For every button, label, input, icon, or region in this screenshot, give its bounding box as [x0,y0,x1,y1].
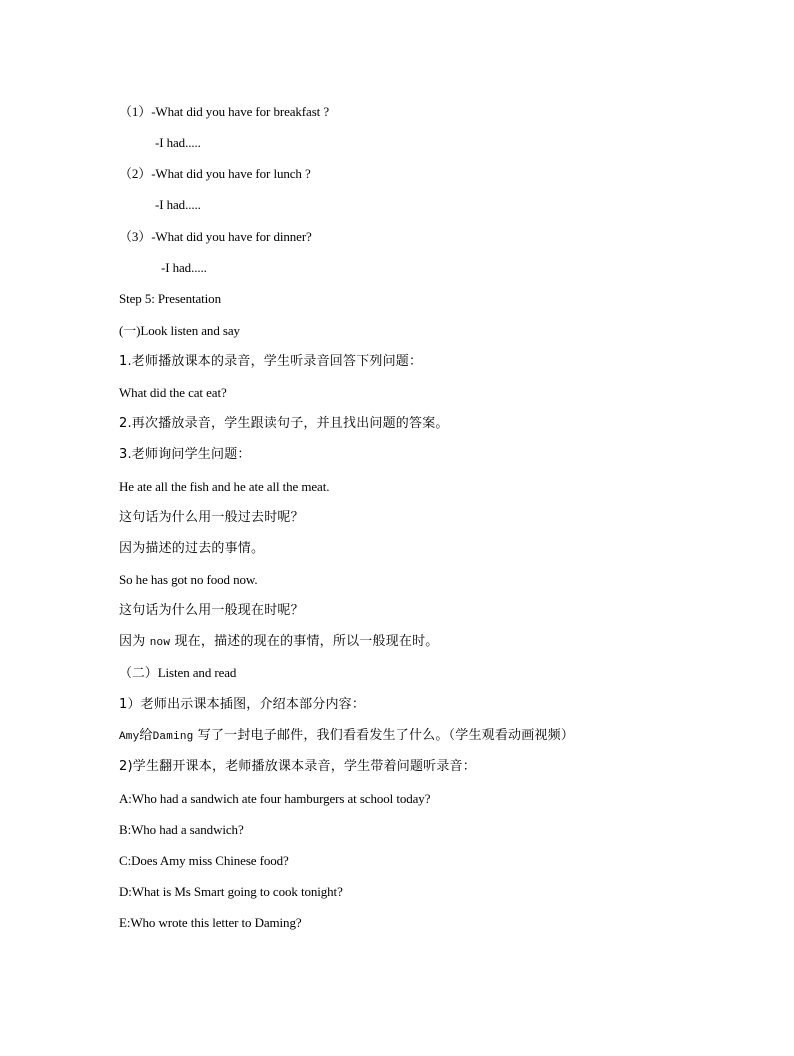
sentence-1-question: 这句话为什么用一般过去时呢？ [119,510,304,525]
name-daming: Daming [152,731,194,743]
question-2: （2）-What did you have for lunch ? [119,166,311,181]
part2-heading: （二）Listen and read [119,665,237,680]
item-2: 2.再次播放录音，学生跟读句子，并且找出问题的答案。 [119,416,449,431]
sentence-2-question: 这句话为什么用一般现在时呢？ [119,603,304,618]
step5-heading: Step 5: Presentation [119,291,221,306]
question-b: B:Who had a sandwich? [119,822,244,837]
sentence-1-answer: 因为描述的过去的事情。 [119,541,265,556]
question-3: （3）-What did you have for dinner? [119,229,312,244]
item-3: 3.老师询问学生问题： [119,447,251,462]
sentence-2-answer-word: now [149,637,171,649]
sub-item-1-post: 写了一封电子邮件，我们看看发生了什么。（学生观看动画视频） [193,728,575,743]
sub-item-1: 1）老师出示课本插图，介绍本部分内容： [119,697,366,712]
name-amy: Amy [119,731,140,743]
sentence-2-answer [119,634,438,651]
sentence-2-answer-post: 现在，描述的现在的事情，所以一般现在时。 [170,634,439,649]
sentence-2-answer-pre: 因为 [119,634,150,649]
part1-heading: (一)Look listen and say [119,323,240,338]
sub-item-1-mid: 给 [139,728,153,743]
sentence-1: He ate all the fish and he ate all the meat. [119,479,330,494]
item-1-question: What did the cat eat? [119,385,227,400]
question-1: （1）-What did you have for breakfast ? [119,104,330,119]
sub-item-1-detail [119,728,574,745]
question-c: C:Does Amy miss Chinese food? [119,853,289,868]
question-a: A:Who had a sandwich ate four hamburgers at school today? [119,791,431,806]
answer-3: -I had..... [161,260,207,275]
sub-item-2: 2)学生翻开课本，老师播放课本录音，学生带着问题听录音： [119,759,476,774]
item-1: 1.老师播放课本的录音，学生听录音回答下列问题： [119,354,423,369]
answer-1: -I had..... [155,135,201,150]
question-e: E:Who wrote this letter to Daming? [119,915,302,930]
sentence-2: So he has got no food now. [119,572,258,587]
question-d: D:What is Ms Smart going to cook tonight? [119,884,343,899]
answer-2: -I had..... [155,197,201,212]
